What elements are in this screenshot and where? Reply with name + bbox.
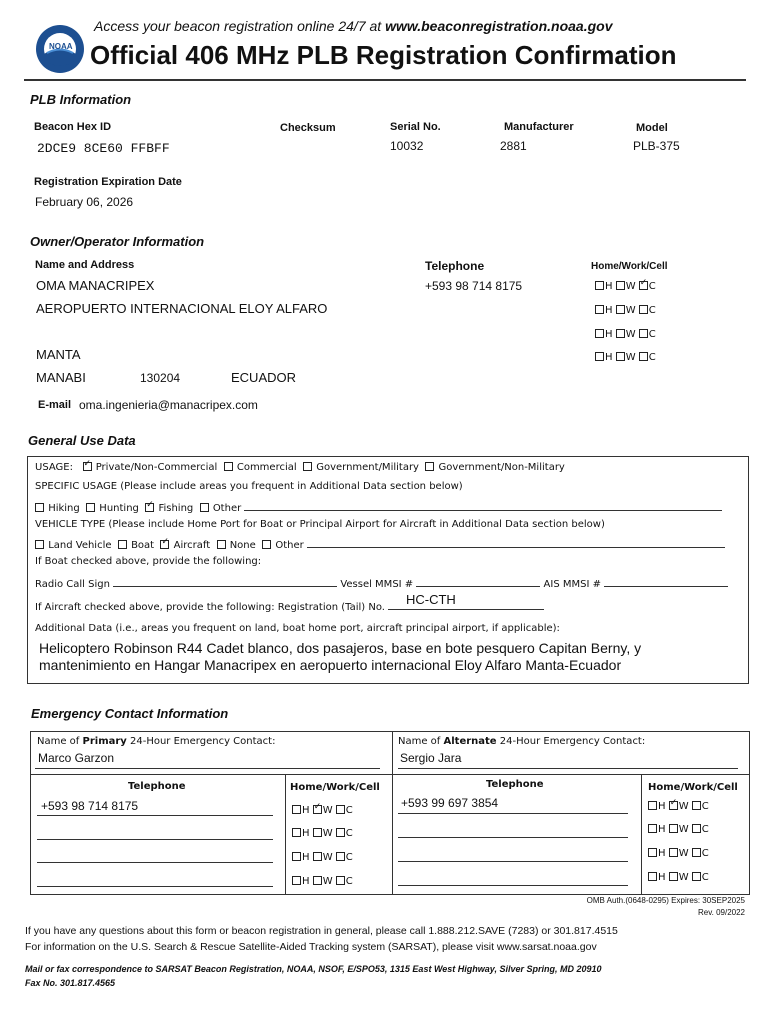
general-heading: General Use Data <box>28 433 136 448</box>
cell-checkbox[interactable] <box>692 801 701 810</box>
primary-phone-line-1[interactable] <box>37 815 273 816</box>
alternate-telephone-label: Telephone <box>486 779 544 790</box>
primary-name-line <box>35 768 380 769</box>
alternate-phone-line-4[interactable] <box>398 885 628 886</box>
home-checkbox[interactable] <box>648 801 657 810</box>
additional-data-line1: Helicoptero Robinson R44 Cadet blanco, dos pasajeros, base en bote pesquero Capitan Berny, y <box>39 640 642 656</box>
gov-military-checkbox[interactable] <box>303 462 312 471</box>
serial-value: 10032 <box>390 139 424 153</box>
vessel-mmsi-field[interactable] <box>416 576 540 587</box>
alternate-label-pre: Name of <box>398 736 444 747</box>
home-checkbox[interactable] <box>595 329 604 338</box>
primary-phone-line-3[interactable] <box>37 862 273 863</box>
cell-label: C <box>345 852 353 863</box>
logo-text: NOAA <box>49 42 73 51</box>
boat-label: Boat <box>131 540 155 551</box>
home-label: H <box>605 329 613 340</box>
title-rule <box>24 79 746 81</box>
home-label: H <box>605 281 613 292</box>
specific-usage-label: SPECIFIC USAGE (Please include areas you frequent in Additional Data section below) <box>35 481 463 492</box>
cell-label: C <box>648 329 656 340</box>
fishing-checkbox-checked[interactable] <box>145 503 154 512</box>
other-usage-checkbox[interactable] <box>200 503 209 512</box>
work-label: W <box>625 305 636 316</box>
primary-hwc-label: Home/Work/Cell <box>290 782 380 793</box>
work-checkbox[interactable] <box>616 305 625 314</box>
owner-line2: AEROPUERTO INTERNACIONAL ELOY ALFARO <box>36 301 328 316</box>
work-label: W <box>625 281 636 292</box>
hunting-checkbox[interactable] <box>86 503 95 512</box>
private-checkbox-checked[interactable] <box>83 462 92 471</box>
none-checkbox[interactable] <box>217 540 226 549</box>
land-vehicle-checkbox[interactable] <box>35 540 44 549</box>
home-label: H <box>658 848 666 859</box>
hiking-checkbox[interactable] <box>35 503 44 512</box>
home-checkbox[interactable] <box>595 305 604 314</box>
work-label: W <box>625 329 636 340</box>
owner-telephone: +593 98 714 8175 <box>425 279 523 293</box>
home-label: H <box>302 876 310 887</box>
fishing-label: Fishing <box>158 503 194 514</box>
cell-label: C <box>701 872 709 883</box>
cell-label: C <box>345 876 353 887</box>
emergency-contact-box <box>30 731 750 895</box>
alternate-hwc-row-4 <box>648 872 709 883</box>
if-aircraft-label: If Aircraft checked above, provide the following: Registration (Tail) No. <box>35 602 385 613</box>
cell-checkbox-checked[interactable] <box>639 281 648 290</box>
cell-label: C <box>648 352 656 363</box>
serial-label: Serial No. <box>390 121 441 133</box>
cell-checkbox[interactable] <box>639 352 648 361</box>
work-checkbox[interactable] <box>313 876 322 885</box>
home-label: H <box>658 872 666 883</box>
revision: Rev. 09/2022 <box>698 908 745 917</box>
alternate-phone-line-1[interactable] <box>398 813 628 814</box>
ais-mmsi-field[interactable] <box>604 576 728 587</box>
work-checkbox[interactable] <box>616 329 625 338</box>
additional-data-label: Additional Data (i.e., areas you frequent on land, boat home port, aircraft principal airport, if applicable): <box>35 623 560 634</box>
alternate-hwc-label: Home/Work/Cell <box>648 782 738 793</box>
ais-mmsi-label: AIS MMSI # <box>543 579 601 590</box>
work-checkbox-checked[interactable] <box>669 801 678 810</box>
vessel-mmsi-label: Vessel MMSI # <box>340 579 414 590</box>
usage-row <box>35 462 565 473</box>
primary-label-bold: Primary <box>82 736 127 747</box>
cell-checkbox[interactable] <box>336 876 345 885</box>
primary-phone-line-2[interactable] <box>37 839 273 840</box>
work-checkbox[interactable] <box>669 848 678 857</box>
radio-call-sign-label: Radio Call Sign <box>35 579 110 590</box>
hunting-label: Hunting <box>99 503 139 514</box>
alternate-label-bold: Alternate <box>443 736 497 747</box>
cell-label: C <box>701 824 709 835</box>
cell-checkbox[interactable] <box>692 848 701 857</box>
primary-phone-1: +593 98 714 8175 <box>41 799 139 813</box>
hiking-label: Hiking <box>48 503 80 514</box>
owner-heading: Owner/Operator Information <box>30 234 205 249</box>
owner-hwc-row-3 <box>595 329 656 340</box>
work-checkbox[interactable] <box>313 828 322 837</box>
owner-country: ECUADOR <box>231 370 297 385</box>
work-checkbox[interactable] <box>669 872 678 881</box>
none-label: None <box>229 540 256 551</box>
work-checkbox[interactable] <box>616 352 625 361</box>
owner-zip: 130204 <box>140 371 181 385</box>
gov-military-label: Government/Military <box>316 462 419 473</box>
primary-hwc-row-4 <box>292 876 353 887</box>
hex-label: Beacon Hex ID <box>34 121 112 133</box>
home-checkbox[interactable] <box>648 824 657 833</box>
plb-heading: PLB Information <box>30 92 132 107</box>
owner-city: MANTA <box>36 347 81 362</box>
home-label: H <box>605 305 613 316</box>
primary-contact-label <box>37 736 275 747</box>
sarsat-text: For information on the U.S. Search & Rescue Satellite-Aided Tracking system (SARSAT), please visit www.sarsat.noaa.gov <box>25 941 597 953</box>
cell-label: C <box>345 805 353 816</box>
boat-fields-row <box>35 576 728 590</box>
alternate-hwc-divider <box>641 775 642 894</box>
cell-label: C <box>648 281 656 292</box>
work-label: W <box>322 852 333 863</box>
access-line-prefix: Access your beacon registration online 24/7 at <box>94 18 386 34</box>
primary-phone-line-4[interactable] <box>37 886 273 887</box>
home-label: H <box>658 801 666 812</box>
work-label: W <box>678 872 689 883</box>
cell-checkbox[interactable] <box>639 305 648 314</box>
other-usage-line[interactable] <box>244 500 722 511</box>
questions-text: If you have any questions about this form or beacon registration in general, please call 1.888.212.SAVE (7283) or 301.817.4515 <box>25 925 618 937</box>
cell-checkbox[interactable] <box>336 805 345 814</box>
cell-label: C <box>701 848 709 859</box>
other-usage-label: Other <box>212 503 242 514</box>
primary-hwc-row-1 <box>292 805 353 816</box>
alternate-phone-line-3[interactable] <box>398 861 628 862</box>
primary-contact-name: Marco Garzon <box>38 751 115 765</box>
cell-checkbox[interactable] <box>336 828 345 837</box>
work-label: W <box>678 824 689 835</box>
other-vehicle-line[interactable] <box>307 537 725 548</box>
aircraft-fields-row <box>35 599 544 613</box>
primary-label-post: 24-Hour Emergency Contact: <box>126 736 276 747</box>
aircraft-label: Aircraft <box>173 540 211 551</box>
land-vehicle-label: Land Vehicle <box>48 540 112 551</box>
additional-data-line2: mantenimiento en Hangar Manacripex en aeropuerto internacional Eloy Alfaro Manta-Ecuador <box>39 657 622 673</box>
owner-hwc-row-1 <box>595 281 656 292</box>
home-checkbox[interactable] <box>595 281 604 290</box>
home-checkbox[interactable] <box>648 848 657 857</box>
manufacturer-value: 2881 <box>500 139 527 153</box>
work-checkbox[interactable] <box>669 824 678 833</box>
alternate-hwc-row-3 <box>648 848 709 859</box>
alternate-hwc-row-1 <box>648 801 709 812</box>
work-checkbox[interactable] <box>616 281 625 290</box>
work-label: W <box>322 876 333 887</box>
access-line-url[interactable]: www.beaconregistration.noaa.gov <box>385 18 613 34</box>
owner-hwc-row-2 <box>595 305 656 316</box>
home-label: H <box>302 805 310 816</box>
cell-label: C <box>701 801 709 812</box>
home-checkbox[interactable] <box>292 852 301 861</box>
gov-non-military-checkbox[interactable] <box>425 462 434 471</box>
expiration-value: February 06, 2026 <box>35 195 134 209</box>
work-label: W <box>678 801 689 812</box>
gov-non-military-label: Government/Non-Military <box>438 462 565 473</box>
fax-text: Fax No. 301.817.4565 <box>25 978 116 988</box>
model-label: Model <box>636 122 668 134</box>
owner-hwc-label: Home/Work/Cell <box>591 261 668 272</box>
home-checkbox[interactable] <box>648 872 657 881</box>
alternate-contact-name: Sergio Jara <box>400 751 462 765</box>
cell-label: C <box>345 828 353 839</box>
owner-state: MANABI <box>36 370 86 385</box>
cell-checkbox[interactable] <box>336 852 345 861</box>
noaa-logo <box>35 24 85 74</box>
tail-number-value: HC-CTH <box>406 592 456 607</box>
alternate-hwc-row-2 <box>648 824 709 835</box>
work-checkbox-checked[interactable] <box>313 805 322 814</box>
owner-hwc-row-4 <box>595 352 656 363</box>
aircraft-checkbox-checked[interactable] <box>160 540 169 549</box>
home-label: H <box>605 352 613 363</box>
email-value: oma.ingenieria@manacripex.com <box>79 398 258 412</box>
email-label: E-mail <box>38 399 72 411</box>
expiration-label: Registration Expiration Date <box>34 176 182 188</box>
home-label: H <box>658 824 666 835</box>
alternate-contact-label <box>398 736 645 747</box>
home-checkbox[interactable] <box>292 828 301 837</box>
owner-line1: OMA MANACRIPEX <box>36 278 155 293</box>
home-label: H <box>302 852 310 863</box>
manufacturer-label: Manufacturer <box>504 121 574 133</box>
omb-notice: OMB Auth.(0648-0295) Expires: 30SEP2025 <box>586 896 745 905</box>
boat-checkbox[interactable] <box>118 540 127 549</box>
cell-checkbox[interactable] <box>692 872 701 881</box>
work-label: W <box>678 848 689 859</box>
cell-checkbox[interactable] <box>639 329 648 338</box>
vehicle-type-row <box>35 537 725 551</box>
primary-hwc-row-3 <box>292 852 353 863</box>
name-address-label: Name and Address <box>35 259 135 271</box>
work-label: W <box>322 805 333 816</box>
work-checkbox[interactable] <box>313 852 322 861</box>
owner-telephone-label: Telephone <box>425 259 485 273</box>
other-vehicle-label: Other <box>275 540 304 551</box>
specific-usage-row <box>35 500 722 514</box>
hex-value: 2DCE9 8CE60 FFBFF <box>37 141 170 156</box>
alternate-name-line <box>398 768 738 769</box>
home-label: H <box>302 828 310 839</box>
primary-hwc-row-2 <box>292 828 353 839</box>
work-label: W <box>322 828 333 839</box>
alternate-label-post: 24-Hour Emergency Contact: <box>496 736 646 747</box>
other-vehicle-checkbox[interactable] <box>262 540 271 549</box>
page-title: Official 406 MHz PLB Registration Confirmation <box>90 40 677 70</box>
alternate-phone-line-2[interactable] <box>398 837 628 838</box>
primary-label-pre: Name of <box>37 736 83 747</box>
commercial-checkbox[interactable] <box>224 462 233 471</box>
primary-telephone-label: Telephone <box>128 781 186 792</box>
checksum-label: Checksum <box>280 122 336 134</box>
work-label: W <box>625 352 636 363</box>
emergency-heading: Emergency Contact Information <box>31 706 229 721</box>
alternate-phone-1: +593 99 697 3854 <box>401 796 499 810</box>
vehicle-type-label: VEHICLE TYPE (Please include Home Port for Boat or Principal Airport for Aircraft in Additional Data section below) <box>35 519 605 530</box>
model-value: PLB-375 <box>633 139 680 153</box>
if-boat-label: If Boat checked above, provide the following: <box>35 556 262 567</box>
emergency-row-divider <box>30 774 750 775</box>
cell-checkbox[interactable] <box>692 824 701 833</box>
radio-call-sign-field[interactable] <box>113 576 337 587</box>
emergency-divider-center <box>392 732 393 894</box>
usage-label: USAGE: <box>35 462 73 473</box>
private-label: Private/Non-Commercial <box>95 462 218 473</box>
home-checkbox[interactable] <box>595 352 604 361</box>
access-line <box>94 18 612 34</box>
cell-label: C <box>648 305 656 316</box>
home-checkbox[interactable] <box>292 876 301 885</box>
commercial-label: Commercial <box>236 462 297 473</box>
home-checkbox[interactable] <box>292 805 301 814</box>
primary-hwc-divider <box>285 775 286 894</box>
mail-text: Mail or fax correspondence to SARSAT Beacon Registration, NOAA, NSOF, E/SPO53, 1315 East West Highway, Silver Spring, MD 20910 <box>25 964 602 974</box>
